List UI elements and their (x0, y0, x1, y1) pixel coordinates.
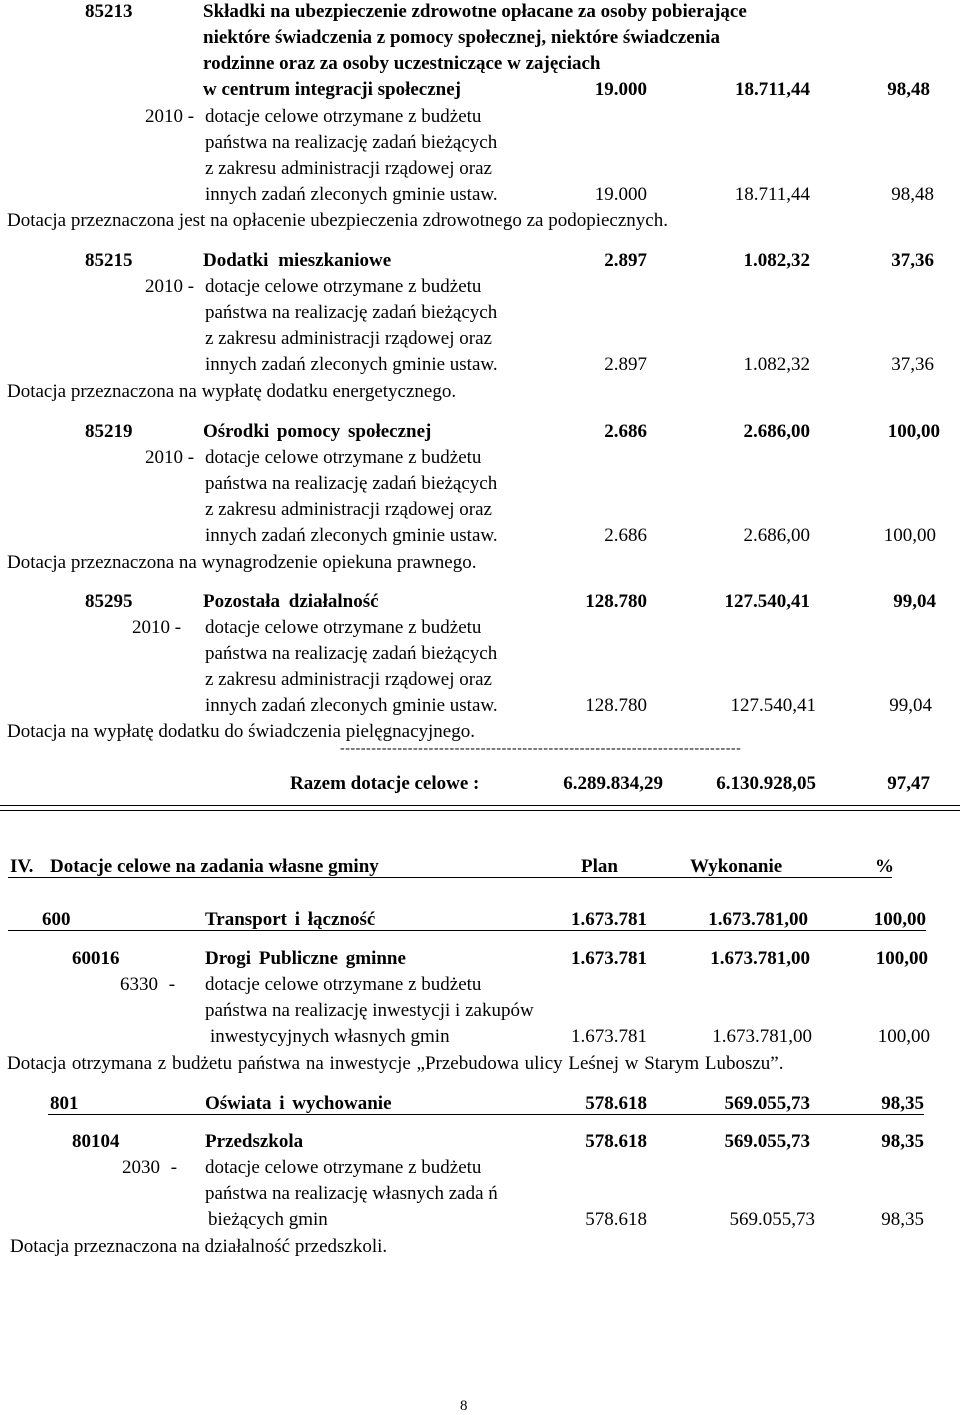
column-header-percent: % (875, 856, 894, 877)
percent-value: 100,00 (875, 948, 928, 969)
note: Dotacja przeznaczona na wynagrodzenie opiekuna prawnego. (7, 552, 477, 573)
percent-value: 98,35 (881, 1093, 924, 1114)
plan-value: 128.780 (585, 695, 647, 716)
division-title: Oświata i wychowanie (205, 1093, 392, 1114)
percent-value: 98,35 (881, 1131, 924, 1152)
division-code: 600 (42, 909, 71, 930)
execution-value: 569.055,73 (724, 1093, 810, 1114)
percent-value: 100,00 (883, 525, 936, 546)
paragraph-line: państwa na realizację zadań bieżących (205, 473, 498, 494)
execution-value: 1.673.781,00 (712, 1026, 812, 1047)
plan-value: 2.897 (604, 250, 647, 271)
total-execution: 6.130.928,05 (716, 773, 816, 794)
percent-value: 98,48 (891, 184, 934, 205)
execution-value: 569.055,73 (724, 1131, 810, 1152)
paragraph-line: państwa na realizację własnych zada ń (205, 1183, 498, 1204)
plan-value: 19.000 (594, 79, 647, 100)
note: Dotacja przeznaczona jest na opłacenie ubezpieczenia zdrowotnego za podopiecznych. (7, 210, 668, 231)
dashed-separator: ----------------------------------------------------------------------------- (340, 741, 742, 756)
column-header-execution: Wykonanie (690, 856, 783, 877)
execution-value: 569.055,73 (729, 1209, 815, 1230)
section-title: Dodatki mieszkaniowe (203, 250, 392, 271)
chapter-code: 60016 (72, 948, 120, 969)
paragraph-line: bieżących gmin (208, 1209, 328, 1230)
note: Dotacja otrzymana z budżetu państwa na inwestycje „Przebudowa ulicy Leśnej w Starym Luboszu”. (7, 1053, 784, 1074)
percent-value: 100,00 (877, 1026, 930, 1047)
paragraph-line: państwa na realizację inwestycji i zakupów (205, 1000, 534, 1021)
division-underline (48, 1114, 924, 1115)
execution-value: 2.686,00 (743, 421, 810, 442)
note: Dotacja przeznaczona na wypłatę dodatku energetycznego. (7, 381, 457, 402)
total-percent: 97,47 (887, 773, 930, 794)
paragraph-line: dotacje celowe otrzymane z budżetu (205, 106, 482, 127)
division-code: 801 (50, 1093, 79, 1114)
paragraph-line: dotacje celowe otrzymane z budżetu (205, 1157, 482, 1178)
paragraph-line: innych zadań zleconych gminie ustaw. (205, 525, 498, 546)
paragraph-line: państwa na realizację zadań bieżących (205, 302, 498, 323)
section-title-line: w centrum integracji społecznej (203, 79, 462, 100)
double-rule (0, 810, 960, 811)
section-title: Ośrodki pomocy społecznej (203, 421, 432, 442)
paragraph-line: państwa na realizację zadań bieżących (205, 132, 498, 153)
paragraph-line: dotacje celowe otrzymane z budżetu (205, 974, 482, 995)
chapter-title: Przedszkola (205, 1131, 304, 1152)
plan-value: 578.618 (585, 1209, 647, 1230)
plan-value: 1.673.781 (571, 1026, 647, 1047)
column-header-plan: Plan (581, 856, 618, 877)
percent-value: 99,04 (889, 695, 932, 716)
paragraph-line: z zakresu administracji rządowej oraz (205, 499, 492, 520)
section-code: 85215 (85, 250, 133, 271)
total-plan: 6.289.834,29 (563, 773, 663, 794)
section-code: 85295 (85, 591, 133, 612)
paragraph-code: 2010 - (145, 447, 195, 468)
division-underline (8, 930, 926, 931)
paragraph-line: z zakresu administracji rządowej oraz (205, 669, 492, 690)
paragraph-line: inwestycyjnych własnych gmin (210, 1026, 450, 1047)
plan-value: 1.673.781 (571, 909, 647, 930)
page-number: 8 (460, 1398, 468, 1414)
plan-value: 2.897 (604, 354, 647, 375)
section-code: 85219 (85, 421, 133, 442)
percent-value: 100,00 (873, 909, 926, 930)
section-title-line: niektóre świadczenia z pomocy społecznej, niektóre świadczenia (203, 27, 720, 48)
execution-value: 1.082,32 (743, 354, 810, 375)
paragraph-line: z zakresu administracji rządowej oraz (205, 158, 492, 179)
paragraph-line: państwa na realizację zadań bieżących (205, 643, 498, 664)
percent-value: 37,36 (891, 354, 934, 375)
section-title-line: Składki na ubezpieczenie zdrowotne opłacane za osoby pobierające (203, 1, 747, 22)
percent-value: 98,35 (881, 1209, 924, 1230)
execution-value: 1.082,32 (743, 250, 810, 271)
paragraph-line: dotacje celowe otrzymane z budżetu (205, 447, 482, 468)
chapter-title: Drogi Publiczne gminne (205, 948, 406, 969)
total-label: Razem dotacje celowe : (290, 773, 480, 794)
paragraph-code: 2010 - (132, 617, 182, 638)
plan-value: 2.686 (604, 525, 647, 546)
heading-underline (8, 877, 892, 878)
paragraph-code: 2010 - (145, 106, 195, 127)
paragraph-line: innych zadań zleconych gminie ustaw. (205, 184, 498, 205)
paragraph-code: 2030 - (122, 1157, 178, 1178)
paragraph-code: 6330 - (120, 974, 176, 995)
execution-value: 18.711,44 (735, 79, 810, 100)
paragraph-line: innych zadań zleconych gminie ustaw. (205, 695, 498, 716)
paragraph-line: z zakresu administracji rządowej oraz (205, 328, 492, 349)
section-code: 85213 (85, 1, 133, 22)
paragraph-line: dotacje celowe otrzymane z budżetu (205, 617, 482, 638)
plan-value: 578.618 (585, 1131, 647, 1152)
paragraph-line: dotacje celowe otrzymane z budżetu (205, 276, 482, 297)
plan-value: 578.618 (585, 1093, 647, 1114)
paragraph-line: innych zadań zleconych gminie ustaw. (205, 354, 498, 375)
percent-value: 99,04 (893, 591, 936, 612)
execution-value: 127.540,41 (724, 591, 810, 612)
execution-value: 1.673.781,00 (708, 909, 808, 930)
section-title-line: rodzinne oraz za osoby uczestniczące w zajęciach (203, 53, 601, 74)
section-roman-numeral: IV. (10, 856, 34, 877)
note: Dotacja przeznaczona na działalność przedszkoli. (10, 1236, 388, 1257)
plan-value: 2.686 (604, 421, 647, 442)
section-title: Pozostała działalność (203, 591, 379, 612)
execution-value: 127.540,41 (730, 695, 816, 716)
section-heading: Dotacje celowe na zadania własne gminy (50, 856, 379, 877)
double-rule (0, 805, 960, 806)
plan-value: 128.780 (585, 591, 647, 612)
note: Dotacja na wypłatę dodatku do świadczenia pielęgnacyjnego. (7, 721, 475, 742)
percent-value: 37,36 (891, 250, 934, 271)
percent-value: 98,48 (887, 79, 930, 100)
plan-value: 1.673.781 (571, 948, 647, 969)
paragraph-code: 2010 - (145, 276, 195, 297)
execution-value: 1.673.781,00 (710, 948, 810, 969)
percent-value: 100,00 (887, 421, 940, 442)
execution-value: 2.686,00 (743, 525, 810, 546)
chapter-code: 80104 (72, 1131, 120, 1152)
execution-value: 18.711,44 (734, 184, 810, 205)
plan-value: 19.000 (594, 184, 647, 205)
division-title: Transport i łączność (205, 909, 376, 930)
